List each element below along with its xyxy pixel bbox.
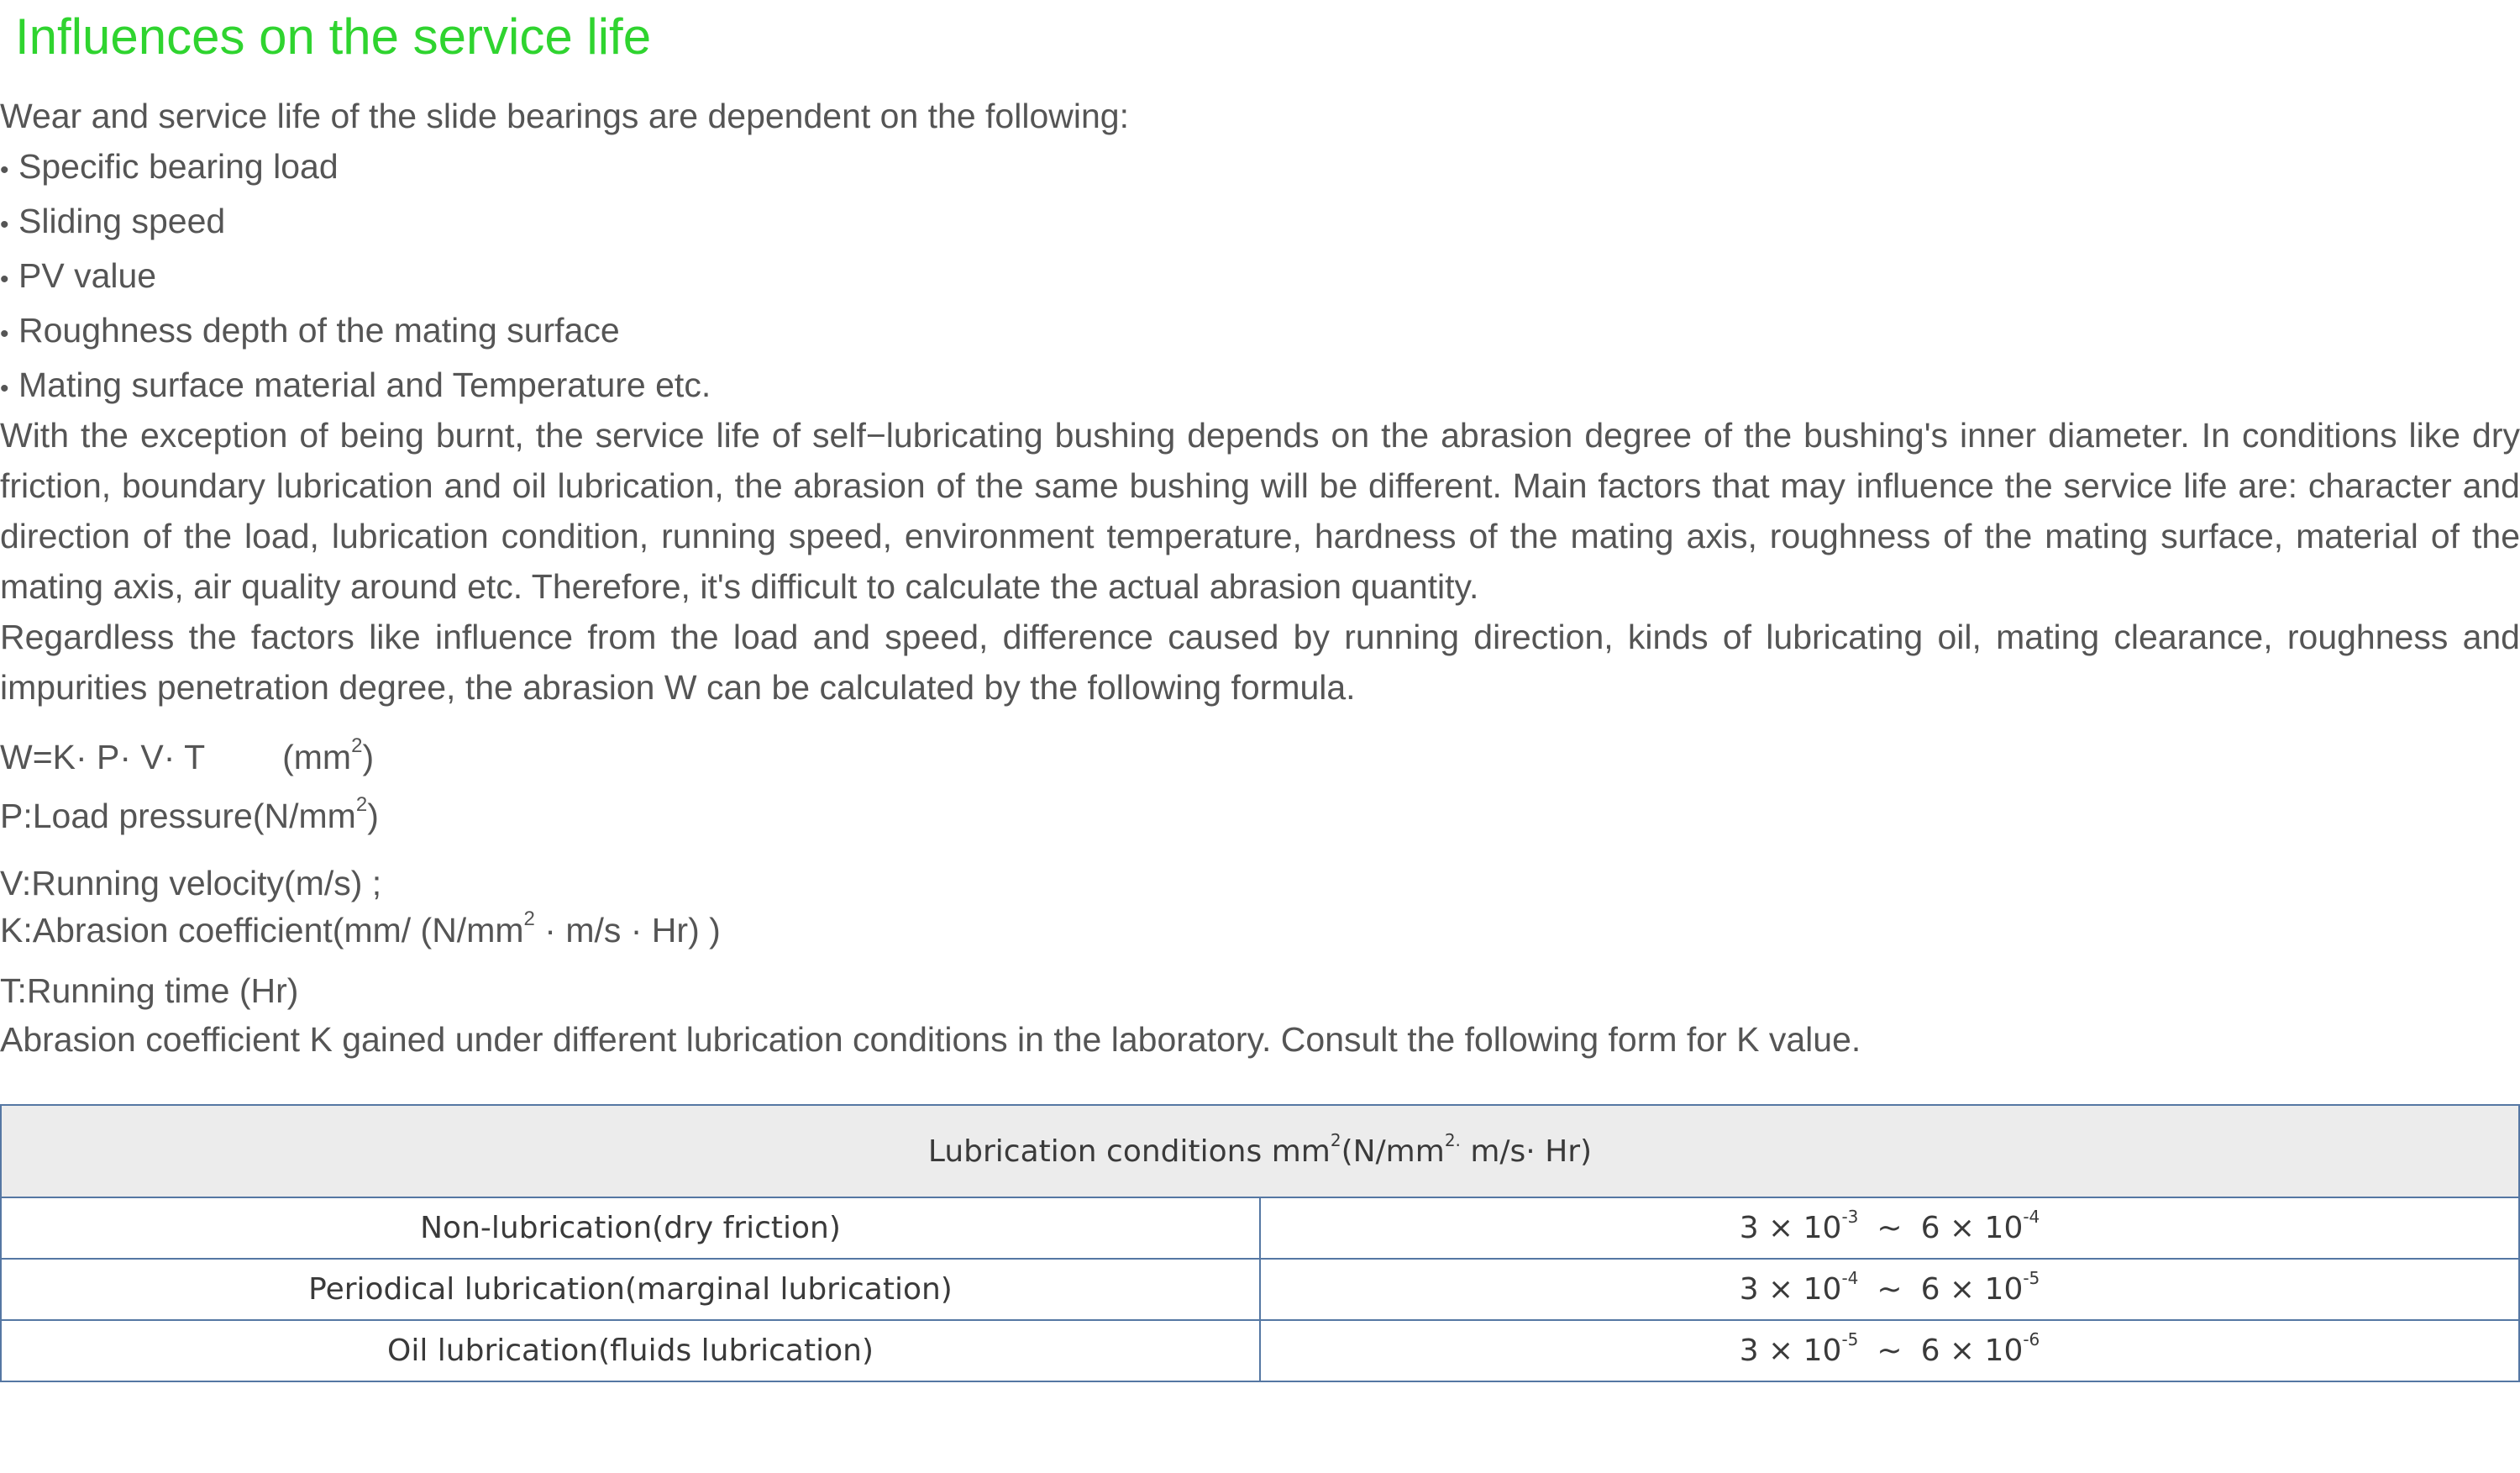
header-label: Lubrication conditions mm <box>927 1134 1331 1169</box>
list-item <box>0 305 711 360</box>
k-value-cell <box>1260 1320 2519 1381</box>
k-value-cell <box>1260 1259 2519 1320</box>
condition-cell: Oil lubrication(fluids lubrication) <box>1 1320 1260 1381</box>
k-definition-text: K:Abrasion coefficient(mm/ (N/mm <box>0 911 524 950</box>
k-high-exponent: -5 <box>2023 1268 2040 1288</box>
k-value-cell <box>1260 1197 2519 1259</box>
formula-main: W=K· P· V· T <box>0 738 206 776</box>
table-row <box>1 1197 2519 1259</box>
k-low-exponent: -5 <box>1841 1329 1859 1349</box>
factor-label: Roughness depth of the mating surface <box>18 311 620 350</box>
p-definition-exponent: 2 <box>355 793 368 816</box>
condition-cell: Periodical lubrication(marginal lubrication) <box>1 1259 1260 1320</box>
condition-cell: Non-lubrication(dry friction) <box>1 1197 1260 1259</box>
bullet-icon: • <box>0 266 9 293</box>
intro-text: Wear and service life of the slide bearings are dependent on the following: <box>0 97 1129 135</box>
factor-label: Specific bearing load <box>18 147 339 186</box>
t-definition: T:Running time (Hr) <box>0 971 299 1010</box>
k-definition <box>0 907 721 950</box>
k-low-exponent: -4 <box>1841 1268 1859 1288</box>
factor-label: Sliding speed <box>18 202 226 240</box>
p-definition-text: P:Load pressure(N/mm <box>0 797 356 835</box>
k-value-table-wrapper <box>0 1104 2520 1382</box>
bullet-icon: • <box>0 320 9 348</box>
p-definition <box>0 793 379 836</box>
bullet-icon: • <box>0 211 9 239</box>
k-high-exponent: -4 <box>2023 1207 2040 1227</box>
range-tilde: ~ <box>1877 1334 1903 1368</box>
bullet-icon: • <box>0 156 9 184</box>
k-high-base: 6 × 10 <box>1920 1272 2024 1307</box>
k-low-base: 3 × 10 <box>1739 1211 1842 1245</box>
k-definition-close: · m/s · Hr) ) <box>544 911 721 950</box>
k-high-exponent: -6 <box>2023 1329 2040 1349</box>
formula-unit-close: ) <box>362 738 375 776</box>
page-title: Influences on the service life <box>15 8 652 65</box>
header-exponent-1: 2 <box>1330 1129 1341 1150</box>
k-high-base: 6 × 10 <box>1920 1211 2024 1245</box>
k-low-exponent: -3 <box>1841 1207 1859 1227</box>
factor-list <box>0 141 711 414</box>
abrasion-paragraph: Regardless the factors like influence from the load and speed, difference caused by running direction, kinds of lubricating oil, mating clearance, roughness and impurities penetration degree, the abrasion W can be calculated by the following formula. <box>0 618 2520 707</box>
p-definition-close: ) <box>367 797 379 835</box>
formula-unit: (mm <box>282 738 352 776</box>
k-low-base: 3 × 10 <box>1739 1272 1842 1307</box>
list-item <box>0 360 711 414</box>
header-exponent-2: 2. <box>1444 1129 1461 1150</box>
k-value-table <box>0 1104 2520 1382</box>
table-row <box>1 1320 2519 1381</box>
table-header-row <box>1 1105 2519 1197</box>
list-item <box>0 196 711 250</box>
k-low-base: 3 × 10 <box>1739 1334 1842 1368</box>
list-item <box>0 250 711 305</box>
table-row <box>1 1259 2519 1320</box>
range-tilde: ~ <box>1877 1272 1903 1307</box>
bullet-icon: • <box>0 375 9 402</box>
range-tilde: ~ <box>1877 1211 1903 1245</box>
k-note: Abrasion coefficient K gained under different lubrication conditions in the laboratory. Consult the following form for K value. <box>0 1020 1861 1059</box>
factor-label: PV value <box>18 256 157 295</box>
k-high-base: 6 × 10 <box>1920 1334 2024 1368</box>
k-definition-exponent: 2 <box>523 907 535 930</box>
v-definition: V:Running velocity(m/s) ; <box>0 864 382 902</box>
service-life-paragraph: With the exception of being burnt, the service life of self−lubricating bushing depends on the abrasion degree of the bushing's inner diameter. In conditions like dry friction, boundary lubrication and oil lubrication, the abrasion of the same bushing will be different. Main factors that may influence the service life are: character and direction of the load, lubrication condition, running speed, environment temperature, hardness of the mating axis, roughness of the mating surface, material of the mating axis, air quality around etc. Therefore, it's difficult to calculate the actual abrasion quantity. <box>0 416 2520 606</box>
formula-unit-exponent: 2 <box>351 734 363 757</box>
factor-label: Mating surface material and Temperature etc. <box>18 366 711 404</box>
list-item <box>0 141 711 196</box>
header-unit-end: m/s· Hr) <box>1460 1134 1593 1169</box>
header-unit: (N/mm <box>1341 1134 1445 1169</box>
table-header-cell <box>1 1105 2519 1197</box>
abrasion-formula <box>0 734 375 777</box>
